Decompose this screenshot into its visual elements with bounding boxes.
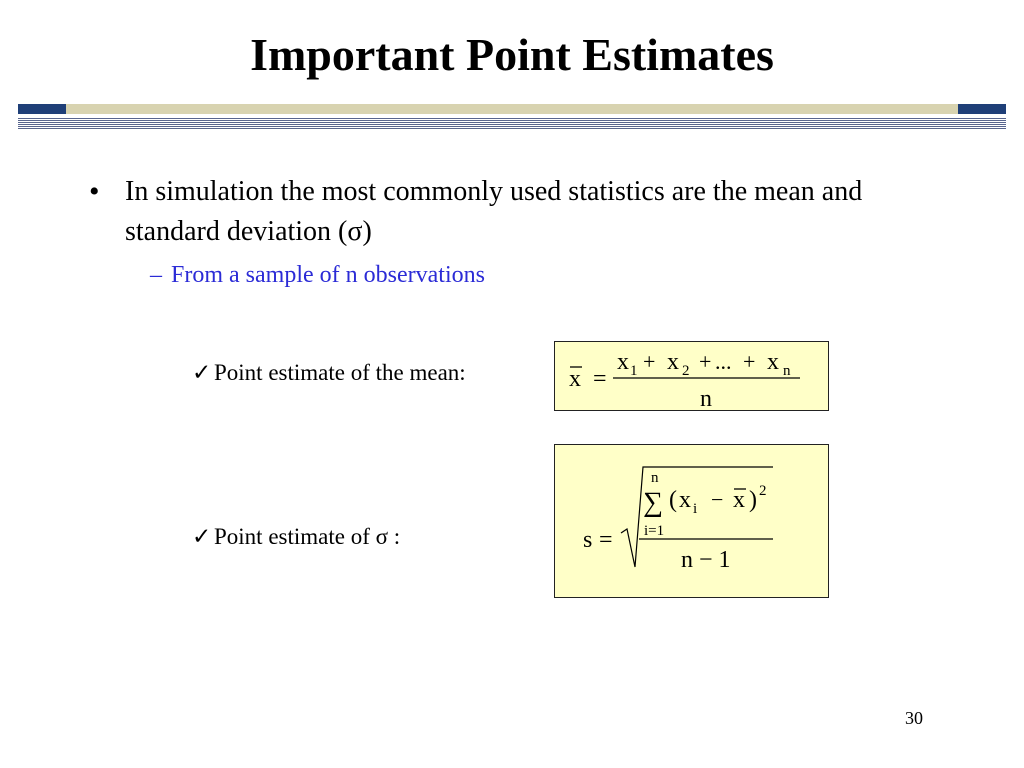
title-underline-stripes [18, 118, 1006, 130]
bullet-icon: • [89, 175, 100, 208]
close-paren: ) [749, 487, 757, 513]
sum-upper-limit: n [651, 470, 659, 486]
mean-estimate-label: Point estimate of the mean: [214, 360, 466, 385]
sigma-formula [555, 445, 830, 599]
plus-sign: + [699, 349, 712, 374]
subscript-n: n [783, 363, 791, 379]
term-x: x [679, 487, 691, 513]
numerator-x1: x [617, 349, 629, 375]
formula-equals: = [599, 527, 613, 553]
underline-cap-right [958, 104, 1006, 114]
numerator-xn: x [767, 349, 779, 375]
mean-estimate-item [192, 358, 466, 388]
subscript-1: 1 [630, 363, 638, 379]
page-number: 30 [905, 708, 923, 728]
plus-sign: + [743, 349, 756, 374]
formula-lhs: s [583, 527, 593, 553]
sigma-formula-box [554, 444, 829, 598]
sigma-estimate-item [192, 522, 400, 552]
subscript-2: 2 [682, 363, 690, 379]
slide-title: Important Point Estimates [250, 29, 774, 80]
formula-equals: = [593, 366, 607, 392]
denominator-n: n [700, 386, 712, 412]
formula-lhs: x [569, 366, 581, 392]
sub-bullet-text: From a sample of n observations [171, 262, 485, 288]
dash-icon: – [150, 262, 162, 288]
checkmark-icon: ✓ [192, 360, 212, 385]
underline-cap-left [18, 104, 66, 114]
main-bullet-text: In simulation the most commonly used statistics are the mean and standard deviation (σ) [125, 176, 863, 247]
plus-sign: + [643, 349, 656, 374]
sum-lower-limit: i=1 [644, 523, 665, 539]
sigma-estimate-label: Point estimate of σ : [214, 524, 401, 549]
numerator-x2: x [667, 349, 679, 375]
exponent-2: 2 [759, 483, 767, 499]
ellipsis: ... [715, 349, 732, 374]
denominator-n-minus-1: n − 1 [681, 547, 731, 573]
checkmark-icon: ✓ [192, 524, 212, 549]
mean-formula [555, 342, 830, 412]
sigma-sum-icon: ∑ [643, 487, 663, 518]
term-xbar: x [733, 487, 745, 513]
minus-sign: − [711, 487, 724, 512]
subscript-i: i [693, 501, 698, 517]
title-underline-bar [18, 104, 1006, 114]
open-paren: ( [669, 487, 677, 513]
mean-formula-box [554, 341, 829, 411]
